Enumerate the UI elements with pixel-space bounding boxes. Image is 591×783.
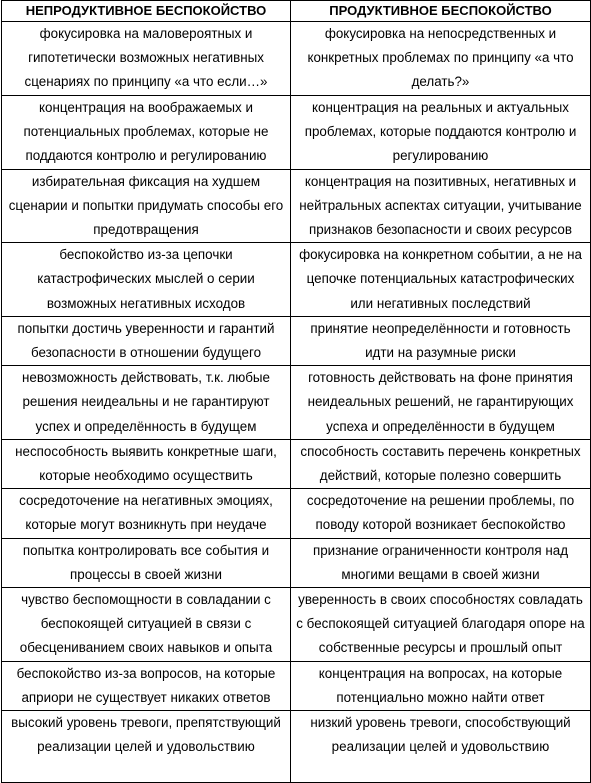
productive-cell: концентрация на реальных и актуальных проблемах, которые поддаются контролю и регулированию — [291, 95, 591, 169]
productive-cell: концентрация на вопросах, на которые потенциально можно найти ответ — [291, 661, 591, 710]
table-row — [2, 661, 591, 710]
unproductive-cell: неспособность выявить конкретные шаги, которые необходимо осуществить — [2, 439, 291, 488]
table-row — [2, 439, 591, 488]
unproductive-cell: чувство беспомощности в совладании с беспокоящей ситуацией в связи с обесцениванием своих навыков и опыта — [2, 588, 291, 662]
productive-cell: концентрация на позитивных, негативных и нейтральных аспектах ситуации, учитывание признаков безопасности и своих ресурсов — [291, 169, 591, 243]
productive-cell: принятие неопределённости и готовность идти на разумные риски — [291, 316, 591, 365]
table-row — [2, 169, 591, 243]
productive-cell: фокусировка на непосредственных и конкретных проблемах по принципу «а что делать?» — [291, 22, 591, 96]
table-row — [2, 588, 591, 662]
unproductive-cell: невозможность действовать, т.к. любые решения неидеальны и не гарантируют успех и определённость в будущем — [2, 366, 291, 440]
productive-cell: низкий уровень тревоги, способствующий реализации целей и удовольствию — [291, 711, 591, 783]
header-productive-worry: ПРОДУКТИВНОЕ БЕСПОКОЙСТВО — [291, 1, 591, 22]
unproductive-cell: концентрация на воображаемых и потенциальных проблемах, которые не поддаются контролю и регулированию — [2, 95, 291, 169]
productive-cell: способность составить перечень конкретных действий, которые полезно совершить — [291, 439, 591, 488]
unproductive-cell: высокий уровень тревоги, препятствующий реализации целей и удовольствию — [2, 711, 291, 783]
unproductive-cell: попытки достичь уверенности и гарантий безопасности в отношении будущего — [2, 316, 291, 365]
table-row — [2, 95, 591, 169]
productive-cell: фокусировка на конкретном событии, а не на цепочке потенциальных катастрофических или негативных последствий — [291, 243, 591, 317]
productive-cell: готовность действовать на фоне принятия неидеальных решений, не гарантирующих успеха и определённости в будущем — [291, 366, 591, 440]
table-row — [2, 243, 591, 317]
table-row — [2, 538, 591, 587]
unproductive-cell: сосредоточение на негативных эмоциях, которые могут возникнуть при неудаче — [2, 489, 291, 538]
unproductive-cell: фокусировка на маловероятных и гипотетически возможных негативных сценариях по принципу «а что если…» — [2, 22, 291, 96]
unproductive-cell: избирательная фиксация на худшем сценарии и попытки придумать способы его предотвращения — [2, 169, 291, 243]
table-header-row — [2, 1, 591, 22]
table-row — [2, 489, 591, 538]
table-row — [2, 366, 591, 440]
table-row — [2, 22, 591, 96]
unproductive-cell: беспокойство из-за вопросов, на которые априори не существует никаких ответов — [2, 661, 291, 710]
unproductive-cell: попытка контролировать все события и процессы в своей жизни — [2, 538, 291, 587]
worry-comparison-table — [1, 0, 591, 783]
table-row — [2, 711, 591, 783]
productive-cell: сосредоточение на решении проблемы, по поводу которой возникает беспокойство — [291, 489, 591, 538]
header-unproductive-worry: НЕПРОДУКТИВНОЕ БЕСПОКОЙСТВО — [2, 1, 291, 22]
table-row — [2, 316, 591, 365]
productive-cell: уверенность в своих способностях совладать с беспокоящей ситуацией благодаря опоре на собственные ресурсы и прошлый опыт — [291, 588, 591, 662]
unproductive-cell: беспокойство из-за цепочки катастрофических мыслей о серии возможных негативных исходов — [2, 243, 291, 317]
productive-cell: признание ограниченности контроля над многими вещами в своей жизни — [291, 538, 591, 587]
